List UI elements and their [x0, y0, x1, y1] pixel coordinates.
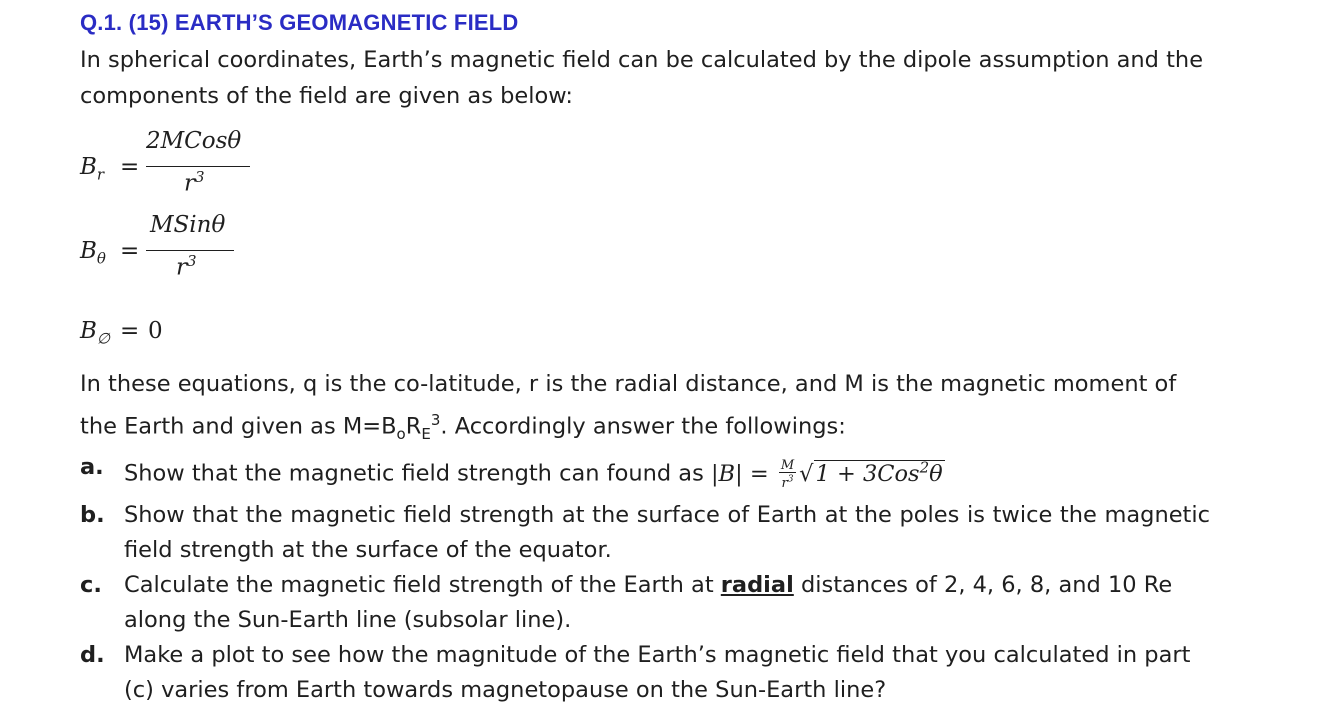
equation-bphi: [80, 318, 280, 352]
item-text: Show that the magnetic field strength at the surface of Earth at the poles is twice the magnetic field strength at the surface of the equator.: [124, 501, 1210, 563]
formula-magnitude: |B| = $\frac{M}{r^3} √1 + 3Cos^2\theta$: [710, 458, 943, 491]
item-text: Make a plot to see how the magnitude of the Earth’s magnetic field that you calculated in part (c) varies from Earth towards magnetopause on the Sun-Earth line?: [124, 641, 1191, 703]
equation-br: [80, 128, 280, 198]
question-title: Q.1. (15) EARTH’S GEOMAGNETIC FIELD: [80, 10, 519, 35]
item-label: c.: [80, 571, 102, 598]
item-label: a.: [80, 454, 104, 480]
equals-sign: =: [120, 238, 140, 264]
br-denominator: $r^3$: [184, 168, 205, 197]
br-numerator: 2MCosθ: [146, 128, 242, 154]
btheta-denominator: $r^3$: [176, 252, 197, 281]
item-text: Calculate the magnetic field strength of the Earth at radial distances of 2, 4, 6, 8, and 10 Re along the Sun-Earth line (subsolar line).: [124, 571, 1173, 633]
list-item-d: [80, 638, 1210, 708]
item-text: Show that the magnetic field strength can found as: [124, 460, 711, 487]
equals-sign: =: [120, 154, 140, 180]
btheta-numerator: MSinθ: [150, 212, 226, 238]
explanation-paragraph: In these equations, q is the co-latitude, r is the radial distance, and M is the magnetic moment of the Earth and given as $M=B_oR_E^3$. Accordingly answer the followings:: [80, 371, 1177, 443]
list-item-c: [80, 568, 1210, 638]
question-list: [80, 450, 1210, 708]
list-item-a: [80, 450, 1210, 492]
bphi-symbol: $B_\emptyset$: [80, 318, 110, 348]
br-symbol: $B_r$: [80, 154, 105, 184]
underlined-word: radial: [720, 571, 794, 598]
btheta-symbol: $B_\theta$: [80, 238, 106, 268]
bphi-value: 0: [148, 318, 163, 344]
formula-fraction: $\frac{M}{r^3}$: [780, 458, 795, 491]
intro-paragraph: In spherical coordinates, Earth’s magnetic field can be calculated by the dipole assumption and the components of the field are given as below:: [80, 47, 1204, 109]
item-label: d.: [80, 641, 105, 668]
equals-sign: =: [120, 318, 140, 344]
equation-btheta: [80, 212, 280, 282]
item-label: b.: [80, 501, 105, 528]
list-item-b: [80, 498, 1210, 568]
formula-root: 1 + 3Cos$^2$θ: [815, 458, 943, 487]
